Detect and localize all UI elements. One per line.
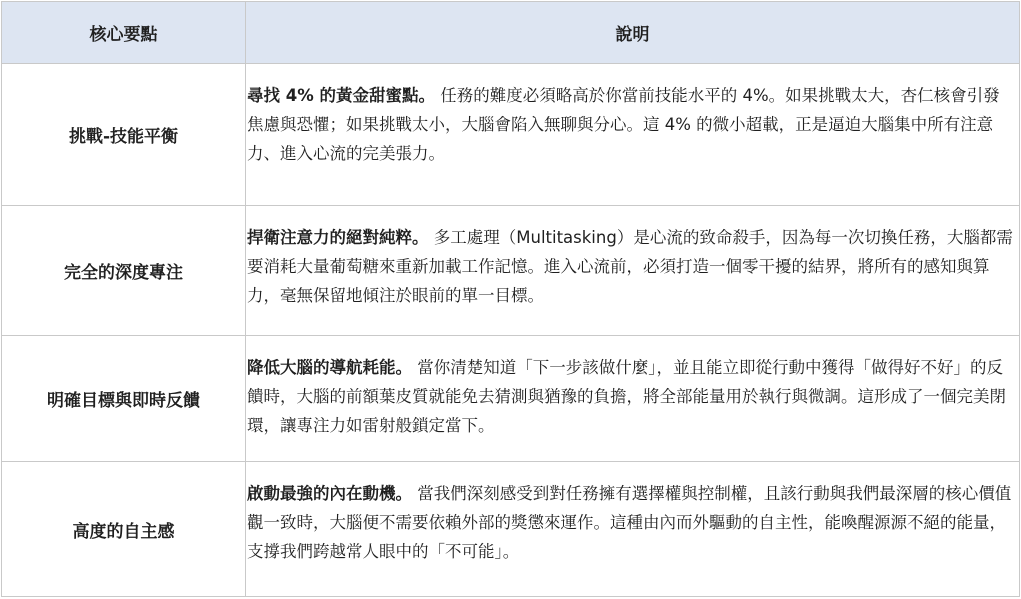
row-description	[246, 462, 1020, 597]
key-points-table	[1, 1, 1020, 597]
table-row	[2, 206, 1020, 336]
row-key: 明確目標與即時反饋	[2, 336, 246, 462]
table-row	[2, 64, 1020, 206]
row-lead: 啟動最強的內在動機。	[247, 484, 412, 503]
row-key: 完全的深度專注	[2, 206, 246, 336]
row-lead: 尋找 4% 的黃金甜蜜點。	[247, 86, 436, 105]
row-description	[246, 206, 1020, 336]
row-key: 高度的自主感	[2, 462, 246, 597]
header-description: 說明	[246, 2, 1020, 64]
table-row	[2, 462, 1020, 597]
row-key: 挑戰-技能平衡	[2, 64, 246, 206]
row-body: 當我們深刻感受到對任務擁有選擇權與控制權，且該行動與我們最深層的核心價值觀一致時，大腦便不需要依賴外部的獎懲來運作。這種由內而外驅動的自主性，能喚醒源源不絕的能量，支撐我們跨越常人眼中的「不可能」。	[247, 484, 1012, 561]
row-body: 當你清楚知道「下一步該做什麼」，並且能立即從行動中獲得「做得好不好」的反饋時，大腦的前額葉皮質就能免去猜測與猶豫的負擔，將全部能量用於執行與微調。這形成了一個完美閉環，讓專注力如雷射般鎖定當下。	[247, 358, 1006, 435]
row-lead: 降低大腦的導航耗能。	[247, 358, 412, 377]
row-description	[246, 336, 1020, 462]
header-key: 核心要點	[2, 2, 246, 64]
table-row	[2, 336, 1020, 462]
row-body: 多工處理（Multitasking）是心流的致命殺手，因為每一次切換任務，大腦都需要消耗大量葡萄糖來重新加載工作記憶。進入心流前，必須打造一個零干擾的結界，將所有的感知與算力，毫無保留地傾注於眼前的單一目標。	[247, 228, 1013, 305]
row-lead: 捍衛注意力的絕對純粹。	[247, 228, 429, 247]
row-description	[246, 64, 1020, 206]
row-body: 任務的難度必須略高於你當前技能水平的 4%。如果挑戰太大，杏仁核會引發焦慮與恐懼；如果挑戰太小，大腦會陷入無聊與分心。這 4% 的微小超載，正是逼迫大腦集中所有注意力、進入心流的完美張力。	[247, 86, 1000, 163]
table-header-row	[2, 2, 1020, 64]
